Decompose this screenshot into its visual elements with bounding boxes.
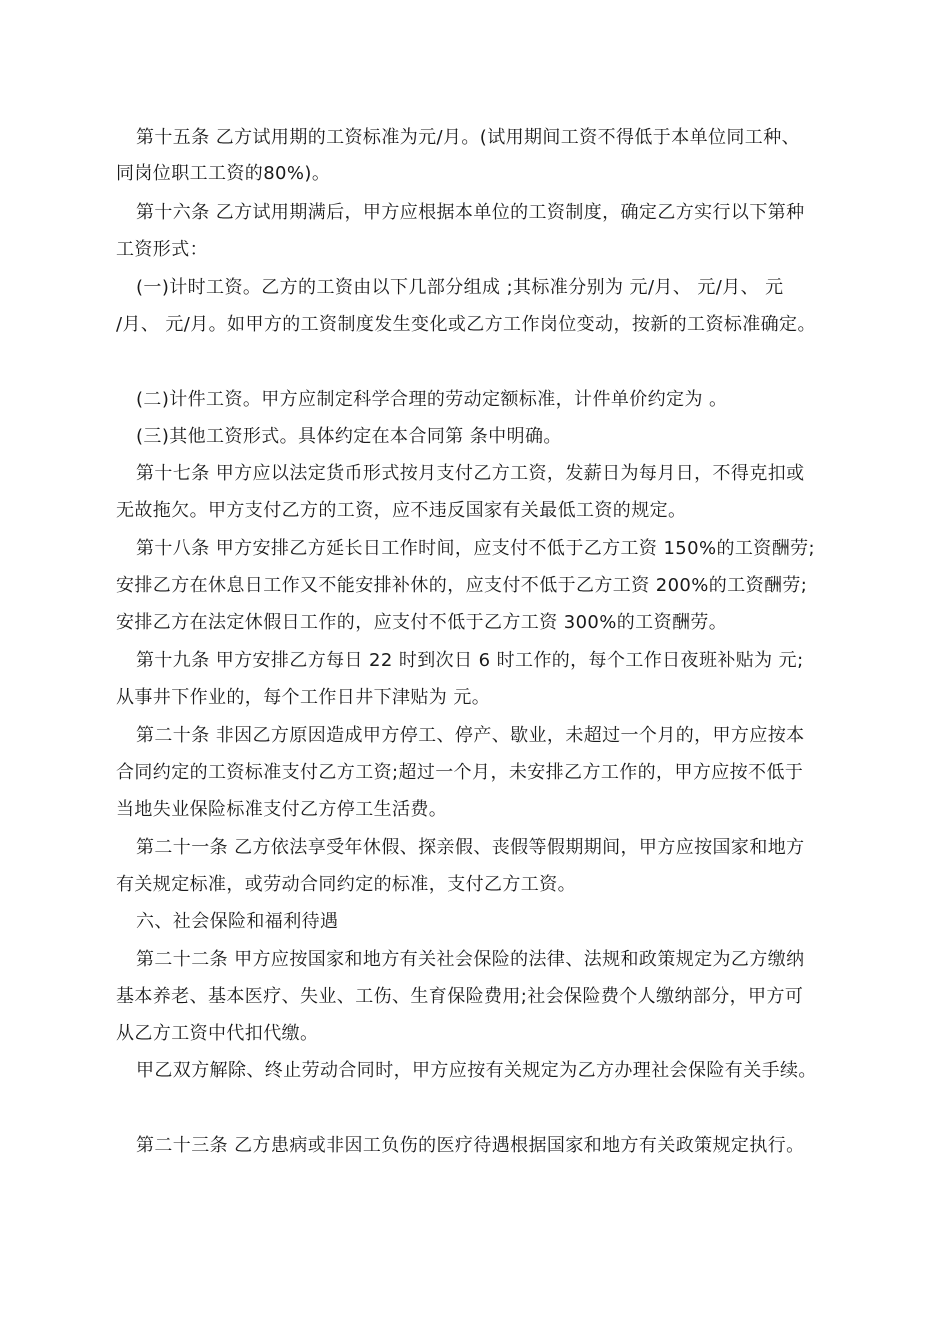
article-22-line-3: 从乙方工资中代扣代缴。	[116, 1023, 319, 1044]
article-19-line-1: 第十九条 甲方安排乙方每日 22 时到次日 6 时工作的，每个工作日夜班补贴为 元;	[136, 650, 804, 671]
article-18-line-1: 第十八条 甲方安排乙方延长日工作时间，应支付不低于乙方工资 150%的工资酬劳;	[136, 538, 815, 559]
article-18-line-3: 安排乙方在法定休假日工作的，应支付不低于乙方工资 300%的工资酬劳。	[116, 612, 728, 633]
article-19-line-2: 从事井下作业的，每个工作日井下津贴为 元。	[116, 687, 491, 708]
hourly-wage-line-2: /月、 元/月。如甲方的工资制度发生变化或乙方工作岗位变动，按新的工资标准确定。	[116, 314, 816, 335]
article-15-line-2: 同岗位职工工资的80%)。	[116, 163, 331, 184]
article-17-line-2: 无故拖欠。甲方支付乙方的工资，应不违反国家有关最低工资的规定。	[116, 500, 687, 521]
article-17-line-1: 第十七条 甲方应以法定货币形式按月支付乙方工资，发薪日为每月日，不得克扣或	[136, 463, 805, 484]
hourly-wage-line-1: (一)计时工资。乙方的工资由以下几部分组成 ;其标准分别为 元/月、 元/月、 元	[136, 277, 784, 298]
other-wage-line: (三)其他工资形式。具体约定在本合同第 条中明确。	[136, 426, 562, 447]
social-insurance-procedures-line: 甲乙双方解除、终止劳动合同时，甲方应按有关规定为乙方办理社会保险有关手续。	[136, 1060, 817, 1081]
article-16-line-2: 工资形式：	[116, 239, 208, 260]
article-15-line-1: 第十五条 乙方试用期的工资标准为元/月。(试用期间工资不得低于本单位同工种、	[136, 127, 801, 148]
section-6-heading: 六、社会保险和福利待遇	[136, 911, 339, 932]
article-18-line-2: 安排乙方在休息日工作又不能安排补休的，应支付不低于乙方工资 200%的工资酬劳;	[116, 575, 808, 596]
article-16-line-1: 第十六条 乙方试用期满后，甲方应根据本单位的工资制度，确定乙方实行以下第种	[136, 202, 805, 223]
article-21-line-2: 有关规定标准，或劳动合同约定的标准，支付乙方工资。	[116, 874, 576, 895]
article-21-line-1: 第二十一条 乙方依法享受年休假、探亲假、丧假等假期期间，甲方应按国家和地方	[136, 837, 805, 858]
article-20-line-1: 第二十条 非因乙方原因造成甲方停工、停产、歇业，未超过一个月的，甲方应按本	[136, 725, 805, 746]
article-20-line-3: 当地失业保险标准支付乙方停工生活费。	[116, 799, 448, 820]
piece-wage-line: (二)计件工资。甲方应制定科学合理的劳动定额标准，计件单价约定为 。	[136, 389, 728, 410]
article-22-line-1: 第二十二条 甲方应按国家和地方有关社会保险的法律、法规和政策规定为乙方缴纳	[136, 949, 805, 970]
article-23-line: 第二十三条 乙方患病或非因工负伤的医疗待遇根据国家和地方有关政策规定执行。	[136, 1135, 805, 1156]
article-20-line-2: 合同约定的工资标准支付乙方工资;超过一个月，未安排乙方工作的，甲方应按不低于	[116, 762, 804, 783]
article-22-line-2: 基本养老、基本医疗、失业、工伤、生育保险费用;社会保险费个人缴纳部分，甲方可	[116, 986, 804, 1007]
